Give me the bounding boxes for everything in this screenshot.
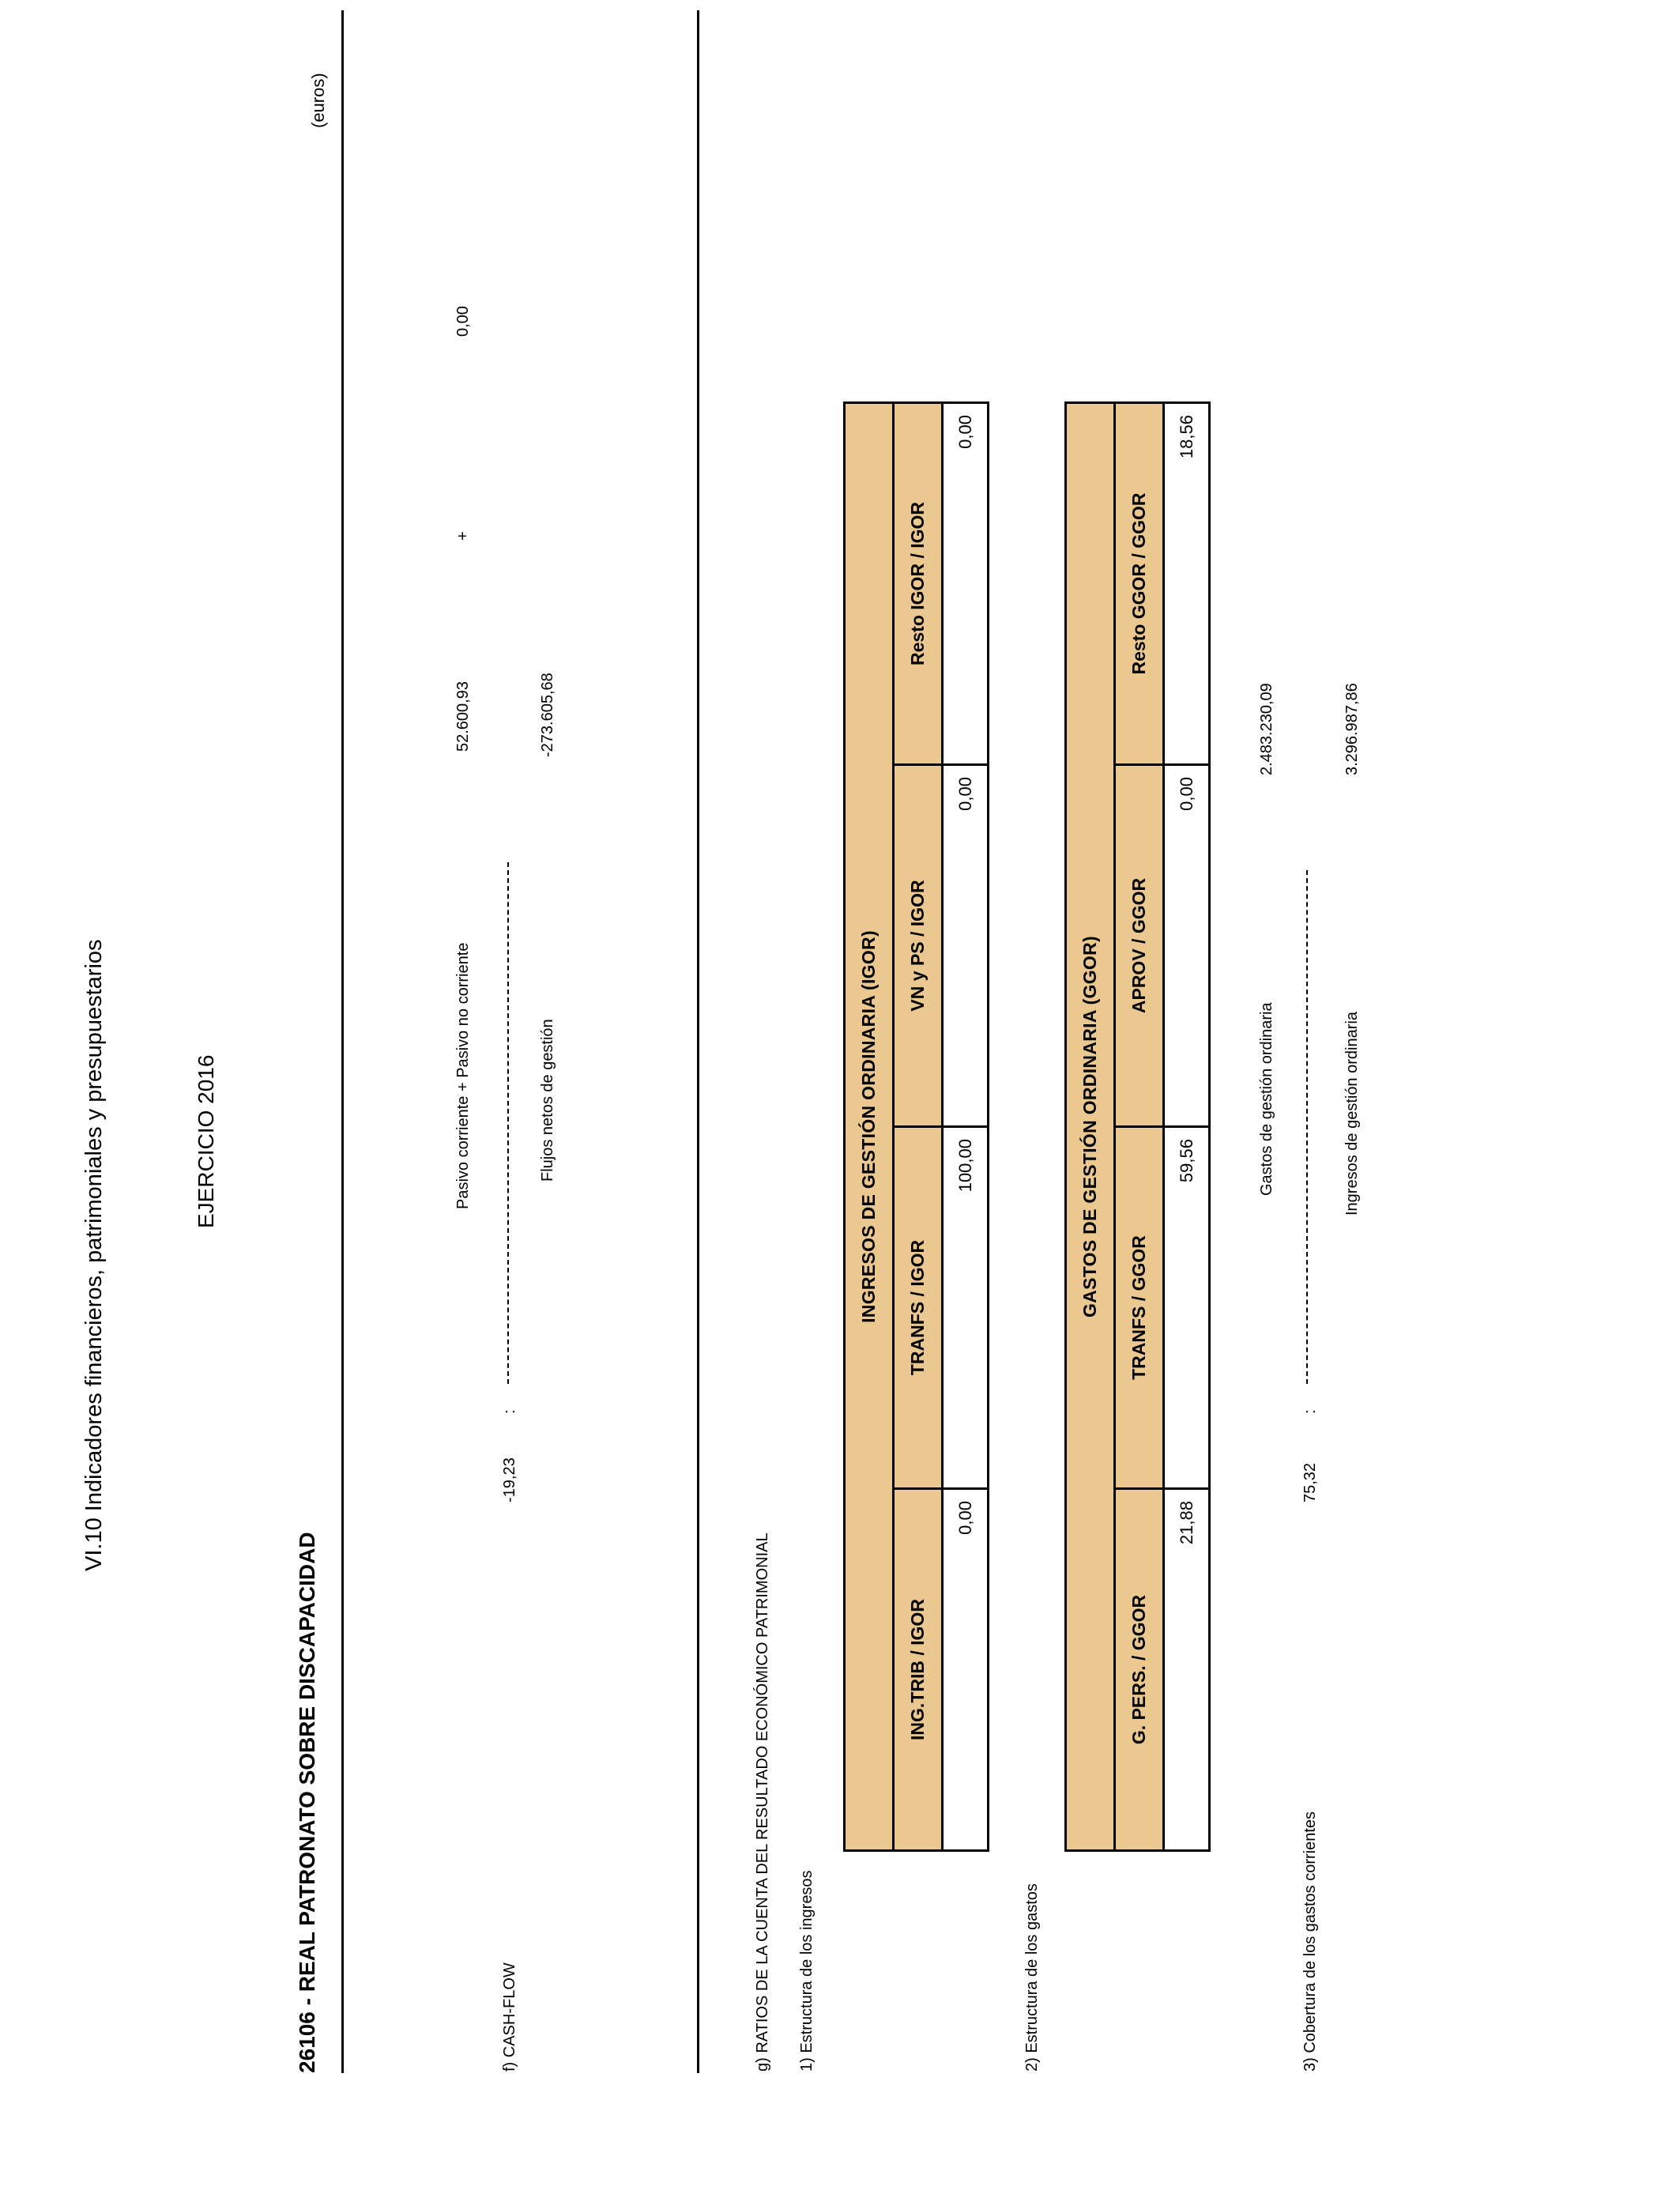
gastos-val-aprov: 0,00 (1164, 765, 1210, 1127)
cobertura-label: 3) Cobertura de los gastos corrientes (1301, 1811, 1319, 2071)
gastos-table (1064, 401, 1211, 1852)
cashflow-fraction-line (507, 862, 509, 1384)
ejercicio-title: EJERCICIO 2016 (194, 1054, 218, 1228)
cobertura-fraction-line (1306, 870, 1308, 1384)
cashflow-numerator-label: Pasivo corriente + Pasivo no corriente (454, 942, 472, 1209)
ingresos-band: INGRESOS DE GESTIÓN ORDINARIA (IGOR) (845, 403, 894, 1851)
cashflow-value: -19,23 (501, 1457, 518, 1502)
report-title: VI.10 Indicadores financieros, patrimoniales y presupuestarios (81, 939, 107, 1571)
ingresos-val-tranfs: 100,00 (943, 1127, 989, 1489)
cashflow-extra-value: 0,00 (454, 306, 472, 337)
ingresos-col-vn-ps: VN y PS / IGOR (894, 765, 943, 1127)
gastos-subtitle: 2) Estructura de los gastos (1023, 1883, 1041, 2071)
cashflow-label: f) CASH-FLOW (501, 1962, 518, 2071)
gastos-col-tranfs: TRANFS / GGOR (1115, 1127, 1164, 1489)
cashflow-denominator-label: Flujos netos de gestión (539, 1019, 556, 1182)
cashflow-plus: + (454, 531, 472, 541)
gastos-val-tranfs: 59,56 (1164, 1127, 1210, 1489)
ingresos-subtitle: 1) Estructura de los ingresos (798, 1870, 816, 2071)
ingresos-col-tranfs: TRANFS / IGOR (894, 1127, 943, 1489)
ingresos-col-ing-trib: ING.TRIB / IGOR (894, 1489, 943, 1851)
cobertura-denominator-value: 3.296.987,86 (1343, 683, 1361, 775)
cobertura-colon: : (1301, 1409, 1319, 1414)
ingresos-table (843, 401, 989, 1852)
ingresos-col-resto: Resto IGOR / IGOR (894, 403, 943, 765)
gastos-val-resto: 18,56 (1164, 403, 1210, 765)
cashflow-numerator-value: 52.600,93 (454, 681, 472, 752)
gastos-col-resto: Resto GGOR / GGOR (1115, 403, 1164, 765)
cobertura-numerator-value: 2.483.230,09 (1258, 683, 1275, 775)
gastos-col-aprov: APROV / GGOR (1115, 765, 1164, 1127)
ingresos-val-resto: 0,00 (943, 403, 989, 765)
ratios-title: g) RATIOS DE LA CUENTA DEL RESULTADO ECONÓMICO PATRIMONIAL (754, 1532, 771, 2071)
cashflow-colon: : (501, 1409, 518, 1414)
entity-name: 26106 - REAL PATRONATO SOBRE DISCAPACIDAD (295, 1532, 319, 2073)
cobertura-numerator-label: Gastos de gestión ordinaria (1258, 1002, 1275, 1196)
gastos-band: GASTOS DE GESTIÓN ORDINARIA (GGOR) (1066, 403, 1115, 1851)
units-label: (euros) (308, 73, 328, 128)
cashflow-denominator-value: -273.605,68 (539, 673, 556, 757)
ingresos-val-vn-ps: 0,00 (943, 765, 989, 1127)
cobertura-denominator-label: Ingresos de gestión ordinaria (1343, 1012, 1361, 1216)
cobertura-value: 75,32 (1301, 1462, 1319, 1502)
ingresos-val-ing-trib: 0,00 (943, 1489, 989, 1851)
section-rule (697, 10, 699, 2073)
gastos-val-g-pers: 21,88 (1164, 1489, 1210, 1851)
gastos-col-g-pers: G. PERS. / GGOR (1115, 1489, 1164, 1851)
top-rule (341, 10, 344, 2073)
